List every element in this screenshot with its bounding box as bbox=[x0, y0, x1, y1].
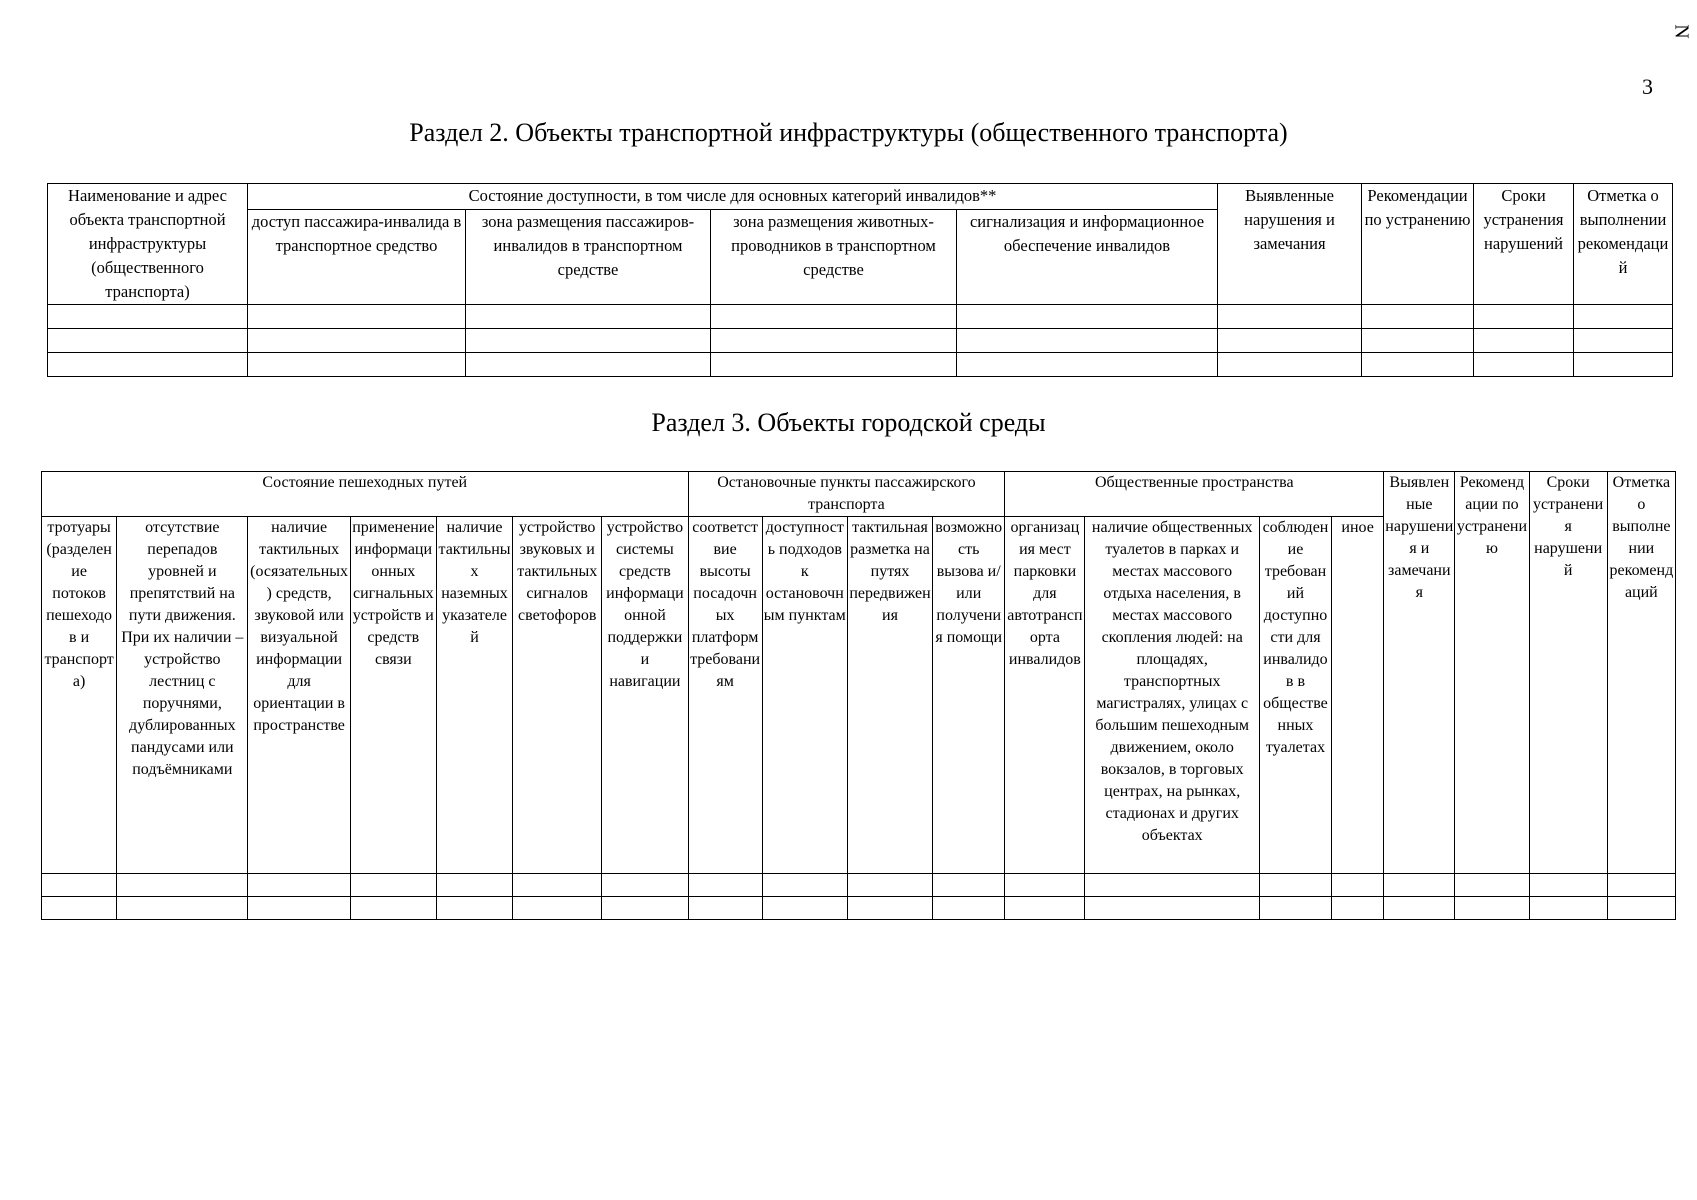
section2-header-row-1 bbox=[48, 184, 1673, 210]
s2-header-recommendations: Рекомендации по устранению bbox=[1362, 184, 1474, 305]
corner-mark: N bbox=[1670, 24, 1693, 39]
table-row bbox=[42, 874, 1676, 897]
s3-header-public: Общественные пространства bbox=[1005, 472, 1384, 517]
s3-header-traffic-light-signals: устройство звуковых и тактильных сигналов светофоров bbox=[513, 517, 602, 874]
s3-header-tactile-means: наличие тактильных (осязательных) средств, звуковой или визуальной информации для ориентации в пространстве bbox=[248, 517, 350, 874]
s2-header-deadlines: Сроки устранения нарушений bbox=[1474, 184, 1574, 305]
s3-header-no-level-drops: отсутствие перепадов уровней и препятствий на пути движения. При их наличии – устройство лестниц с поручнями, дублированных пандусами или подъёмниками bbox=[117, 517, 248, 874]
s3-header-navigation-system: устройство системы средств информационной поддержки и навигации bbox=[602, 517, 688, 874]
s2-header-name: Наименование и адрес объекта транспортной инфраструктуры (общественного транспорта) bbox=[48, 184, 248, 305]
section3-header-row-1 bbox=[42, 472, 1676, 517]
s3-header-sidewalks: тротуары (разделение потоков пешеходов и транспорта) bbox=[42, 517, 117, 874]
s2-header-accessibility: Состояние доступности, в том числе для основных категорий инвалидов** bbox=[248, 184, 1218, 210]
s3-header-stops: Остановочные пункты пассажирского транспорта bbox=[688, 472, 1005, 517]
s3-header-toilet-accessibility: соблюдение требований доступности для инвалидов в общественных туалетах bbox=[1259, 517, 1331, 874]
s3-header-platform-height: соответствие высоты посадочных платформ требованиям bbox=[688, 517, 762, 874]
table-row bbox=[48, 305, 1673, 329]
s3-header-call-for-help: возможность вызова и/или получения помощи bbox=[933, 517, 1005, 874]
s3-header-deadlines: Сроки устранения нарушений bbox=[1529, 472, 1607, 874]
s2-header-guide-dog-zone: зона размещения животных-проводников в транспортном средстве bbox=[711, 210, 957, 305]
s3-header-tactile-indicators: наличие тактильных наземных указателей bbox=[436, 517, 512, 874]
section3-table bbox=[41, 471, 1676, 920]
s3-header-parking: организация мест парковки для автотранспорта инвалидов bbox=[1005, 517, 1085, 874]
section3-title: Раздел 3. Объекты городской среды bbox=[651, 408, 1046, 437]
s3-header-signal-devices: применение информационных сигнальных устройств и средств связи bbox=[350, 517, 436, 874]
s3-header-public-toilets: наличие общественных туалетов в парках и местах массового отдыха населения, в местах массового скопления людей: на площадях, транспортных магистралях, улицах с большим пешеходным движением, около вокзалов, в торговых центрах, на рынках, стадионах и других объектах bbox=[1085, 517, 1259, 874]
page-number: 3 bbox=[1642, 74, 1653, 99]
s2-header-passenger-zone: зона размещения пассажиров-инвалидов в транспортном средстве bbox=[466, 210, 711, 305]
s2-header-signaling: сигнализация и информационное обеспечение инвалидов bbox=[957, 210, 1218, 305]
s3-header-pedestrian: Состояние пешеходных путей bbox=[42, 472, 689, 517]
table-row bbox=[48, 353, 1673, 377]
s2-header-completion: Отметка о выполнении рекомендаций bbox=[1574, 184, 1673, 305]
section2-table bbox=[47, 183, 1673, 377]
section2-title: Раздел 2. Объекты транспортной инфраструктуры (общественного транспорта) bbox=[409, 118, 1288, 147]
table-row bbox=[42, 897, 1676, 920]
s3-header-violations: Выявленные нарушения и замечания bbox=[1384, 472, 1455, 874]
s3-header-other: иное bbox=[1332, 517, 1384, 874]
table-row bbox=[48, 329, 1673, 353]
s2-header-violations: Выявленные нарушения и замечания bbox=[1218, 184, 1362, 305]
s3-header-stop-access: доступность подходов к остановочным пунктам bbox=[762, 517, 847, 874]
s3-header-completion: Отметка о выполнении рекомендаций bbox=[1607, 472, 1675, 874]
s3-header-recommendations: Рекомендации по устранению bbox=[1455, 472, 1529, 874]
s2-header-boarding: доступ пассажира-инвалида в транспортное средство bbox=[248, 210, 466, 305]
s3-header-tactile-marking: тактильная разметка на путях передвижения bbox=[847, 517, 932, 874]
